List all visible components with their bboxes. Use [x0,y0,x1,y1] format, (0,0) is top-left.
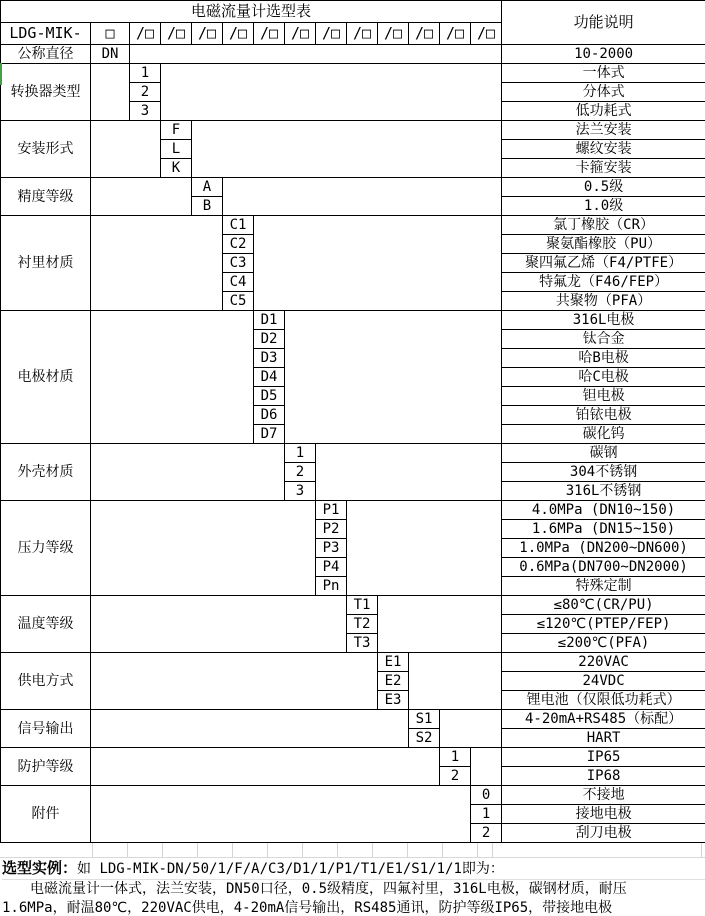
option-desc: 碳化钨 [502,425,705,444]
option-code: 2 [285,463,316,482]
option-code: S1 [409,710,440,729]
spacer-cell [91,748,440,786]
table-title: 电磁流量计选型表 [1,1,502,23]
option-desc: 分体式 [502,83,705,102]
selection-artifact [0,63,2,85]
option-desc: 聚氨酯橡胶（PU） [502,235,705,254]
option-desc: 锂电池（仅限低功耗式） [502,691,705,710]
spacer-cell [91,444,285,501]
category-label: 附件 [1,786,91,843]
option-desc: 刮刀电极 [502,824,705,843]
example-body-line-2: 1.6MPa，耐温80℃，220VAC供电，4-20mA信号输出，RS485通讯，防护等级IP65，带接地电极 [2,900,613,916]
option-desc: 哈B电极 [502,349,705,368]
option-desc: 氯丁橡胶（CR） [502,216,705,235]
model-code-box: /□ [409,23,440,45]
model-code-box: □ [91,23,130,45]
option-code: K [161,159,192,178]
spacer-cell [223,178,502,216]
model-code-box: /□ [347,23,378,45]
option-desc: 特殊定制 [502,577,705,596]
option-code: E1 [378,653,409,672]
spacer-cell [91,178,192,216]
spacer-cell [91,786,471,843]
option-code: T3 [347,634,378,653]
option-code: C2 [223,235,254,254]
option-desc: 法兰安装 [502,121,705,140]
model-code-box: /□ [161,23,192,45]
option-code: 3 [285,482,316,501]
option-code: 1 [130,64,161,83]
spacer-cell [440,710,502,748]
category-label: 温度等级 [1,596,91,653]
category-label: 压力等级 [1,501,91,596]
option-code: T1 [347,596,378,615]
option-desc: 铂铱电极 [502,406,705,425]
category-label: 衬里材质 [1,216,91,311]
option-desc: 10-2000 [502,45,705,64]
category-label: 供电方式 [1,653,91,710]
option-desc: 接地电极 [502,805,705,824]
option-code: T2 [347,615,378,634]
option-code: C1 [223,216,254,235]
category-label: 信号输出 [1,710,91,748]
option-desc: 1.6MPa (DN15~150) [502,520,705,539]
spacer-cell [161,64,502,121]
category-label: 防护等级 [1,748,91,786]
option-desc: 特氟龙（F46/FEP） [502,273,705,292]
option-code: DN [91,45,130,64]
option-code: L [161,140,192,159]
option-code: P2 [316,520,347,539]
option-code: D5 [254,387,285,406]
option-code: F [161,121,192,140]
option-code: S2 [409,729,440,748]
option-code: D3 [254,349,285,368]
spacer-cell [91,501,316,596]
option-desc: 钛合金 [502,330,705,349]
option-code: D1 [254,311,285,330]
spacer-cell [316,444,502,501]
model-prefix: LDG-MIK- [1,23,91,45]
selection-example [0,858,705,916]
model-code-box: /□ [440,23,471,45]
option-desc: HART [502,729,705,748]
option-code: D2 [254,330,285,349]
spacer-cell [91,653,378,710]
category-label: 公称直径 [1,45,91,64]
example-heading: 选型实例： [2,859,78,877]
option-desc: 4-20mA+RS485（标配） [502,710,705,729]
option-desc: 0.6MPa(DN700~DN2000) [502,558,705,577]
option-desc: 低功耗式 [502,102,705,121]
spacer-cell [409,653,502,710]
option-code: P1 [316,501,347,520]
model-code-box: /□ [254,23,285,45]
category-label: 电极材质 [1,311,91,444]
example-intro: 如 LDG-MIK-DN/50/1/F/A/C3/D1/1/P1/T1/E1/S1/1/1即为： [77,861,504,877]
option-code: Pn [316,577,347,596]
option-desc: IP65 [502,748,705,767]
option-code: B [192,197,223,216]
option-code: 1 [285,444,316,463]
spacer-cell [378,596,502,653]
option-desc: 316L不锈钢 [502,482,705,501]
option-code: 1 [471,805,502,824]
option-code: C4 [223,273,254,292]
spacer-cell [91,216,223,311]
spacer-cell [91,121,161,178]
sheet-gridlines [0,843,705,858]
option-code: 0 [471,786,502,805]
spacer-cell [347,501,502,596]
option-code: D7 [254,425,285,444]
option-desc: ≤80℃(CR/PU) [502,596,705,615]
spacer-cell [130,45,502,64]
spacer-cell [91,311,254,444]
option-code: C5 [223,292,254,311]
function-column-header: 功能说明 [502,1,705,45]
category-label: 安装形式 [1,121,91,178]
option-desc: 共聚物（PFA） [502,292,705,311]
spacer-cell [471,748,502,786]
option-desc: 1.0MPa (DN200~DN600) [502,539,705,558]
option-desc: ≤200℃(PFA) [502,634,705,653]
model-code-box: /□ [130,23,161,45]
category-label: 外壳材质 [1,444,91,501]
option-code: 2 [130,83,161,102]
option-desc: ≤120℃(PTEP/FEP) [502,615,705,634]
option-code: 1 [440,748,471,767]
option-code: 3 [130,102,161,121]
spacer-cell [91,64,130,121]
category-label: 转换器类型 [1,64,91,121]
model-code-box: /□ [223,23,254,45]
model-code-box: /□ [378,23,409,45]
spacer-cell [91,596,347,653]
option-code: P3 [316,539,347,558]
option-desc: 哈C电极 [502,368,705,387]
option-desc: 卡箍安装 [502,159,705,178]
model-code-box: /□ [285,23,316,45]
option-desc: IP68 [502,767,705,786]
option-code: 2 [440,767,471,786]
option-desc: 0.5级 [502,178,705,197]
example-body-line-1: 电磁流量计一体式，法兰安装，DN50口径，0.5级精度，四氟衬里，316L电极，碳钢材质，耐压 [2,881,627,897]
option-code: A [192,178,223,197]
spacer-cell [192,121,502,178]
option-desc: 4.0MPa (DN10~150) [502,501,705,520]
option-desc: 316L电极 [502,311,705,330]
option-desc: 聚四氟乙烯（F4/PTFE） [502,254,705,273]
spacer-cell [254,216,502,311]
option-desc: 24VDC [502,672,705,691]
example-line-1 [2,859,705,880]
option-desc: 碳钢 [502,444,705,463]
model-code-box: /□ [192,23,223,45]
model-code-box: /□ [471,23,502,45]
option-desc: 1.0级 [502,197,705,216]
option-desc: 220VAC [502,653,705,672]
spacer-cell [91,710,409,748]
model-code-box: /□ [316,23,347,45]
option-desc: 钽电极 [502,387,705,406]
option-code: 2 [471,824,502,843]
option-desc: 一体式 [502,64,705,83]
option-desc: 304不锈钢 [502,463,705,482]
option-code: P4 [316,558,347,577]
option-desc: 螺纹安装 [502,140,705,159]
option-code: D4 [254,368,285,387]
spacer-cell [285,311,502,444]
option-code: D6 [254,406,285,425]
option-desc: 不接地 [502,786,705,805]
option-code: E2 [378,672,409,691]
option-code: C3 [223,254,254,273]
option-code: E3 [378,691,409,710]
category-label: 精度等级 [1,178,91,216]
